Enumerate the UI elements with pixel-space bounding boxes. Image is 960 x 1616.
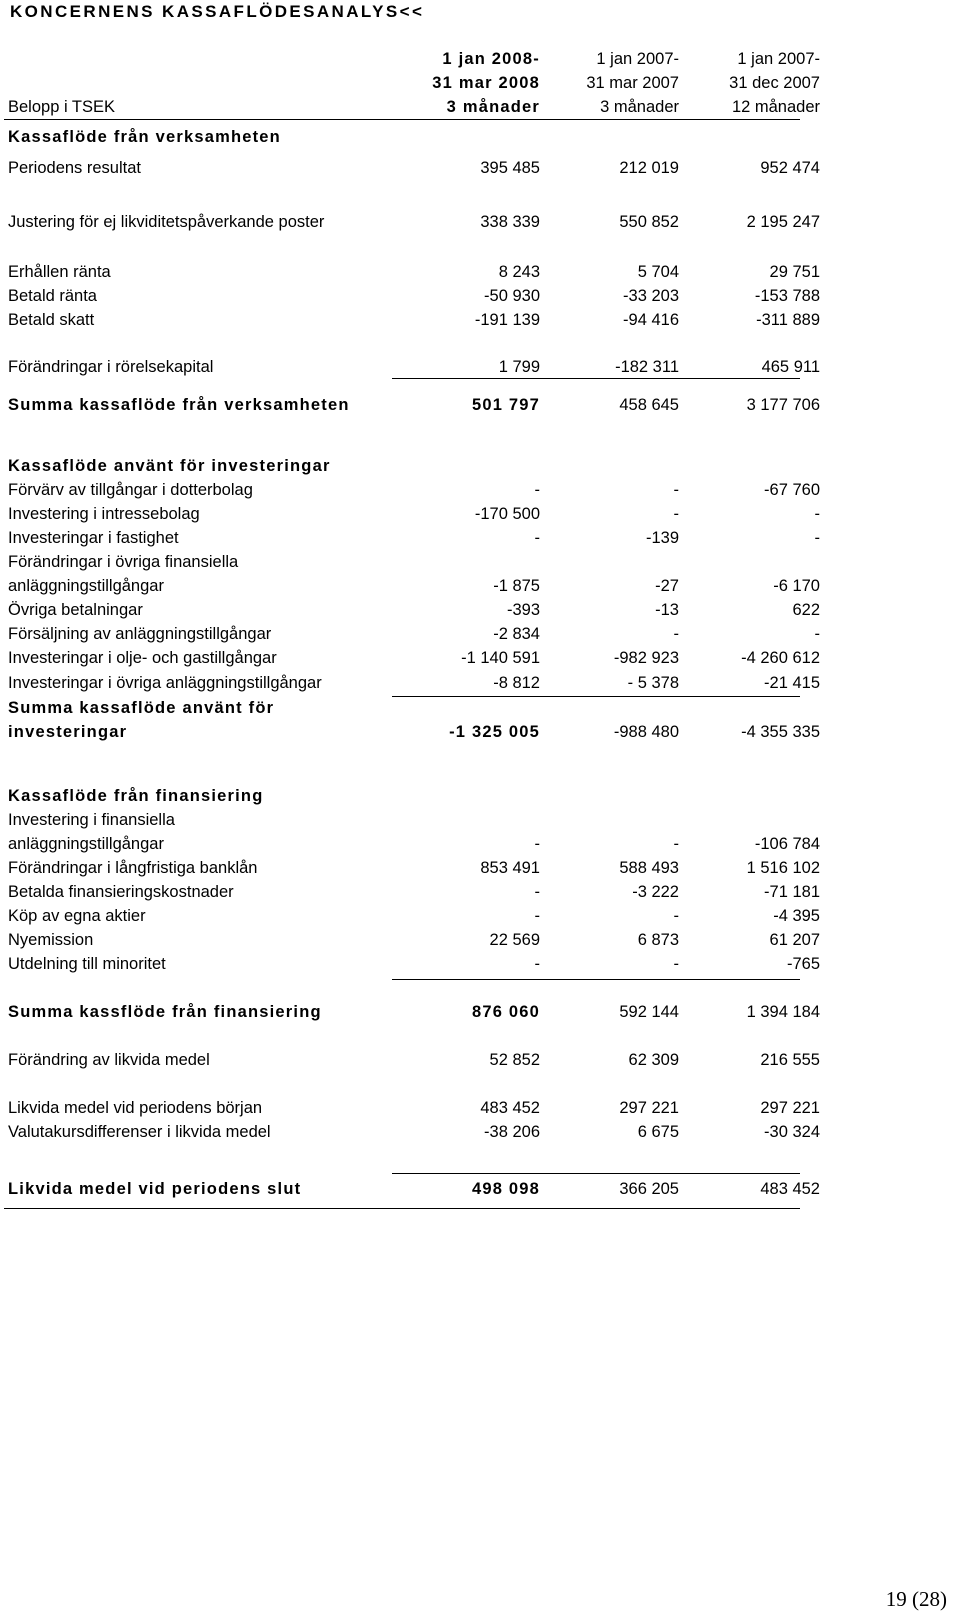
header-rule <box>4 119 800 120</box>
row-value-col1: - <box>534 955 540 973</box>
row-value-col1: 498 098 <box>471 1180 540 1198</box>
row-value-col1: 853 491 <box>480 859 540 877</box>
row-value-col3: 2 195 247 <box>746 213 820 231</box>
col3-header-duration: 12 månader <box>731 98 820 116</box>
row-label: Investering i finansiella <box>8 811 175 829</box>
row-value-col2: -3 222 <box>632 883 679 901</box>
row-label: investeringar <box>8 723 128 741</box>
row-value-col2: -13 <box>655 601 679 619</box>
unit-label: Belopp i TSEK <box>8 98 116 116</box>
row-value-col2: 592 144 <box>619 1003 679 1021</box>
row-value-col1: 876 060 <box>471 1003 540 1021</box>
row-label: Förvärv av tillgångar i dotterbolag <box>8 481 253 499</box>
row-value-col3: 622 <box>792 601 820 619</box>
row-label: Periodens resultat <box>8 159 141 177</box>
row-value-col1: 22 569 <box>489 931 540 949</box>
row-label: Summa kassaflöde från verksamheten <box>8 396 350 414</box>
row-label: Kassaflöde från finansiering <box>8 787 264 805</box>
row-label: Betalda finansieringskostnader <box>8 883 234 901</box>
row-label: Summa kassflöde från finansiering <box>8 1003 322 1021</box>
row-value-col1: 1 799 <box>498 358 540 376</box>
row-value-col2: - <box>673 907 679 925</box>
row-value-col1: - <box>534 529 540 547</box>
row-label: Övriga betalningar <box>8 601 143 619</box>
row-value-col1: -191 139 <box>474 311 540 329</box>
row-value-col3: -106 784 <box>754 835 820 853</box>
row-value-col3: -30 324 <box>764 1123 820 1141</box>
row-value-col3: 483 452 <box>760 1180 820 1198</box>
row-value-col1: - <box>534 835 540 853</box>
row-value-col3: 29 751 <box>769 263 820 281</box>
row-label: Likvida medel vid periodens början <box>8 1099 263 1117</box>
row-value-col2: 458 645 <box>619 396 679 414</box>
row-value-col3: -765 <box>786 955 820 973</box>
row-value-col2: 6 873 <box>637 931 679 949</box>
row-label: Förändringar i övriga finansiella <box>8 553 239 571</box>
row-value-col1: - <box>534 907 540 925</box>
col1-header-duration: 3 månader <box>446 98 540 116</box>
row-label: Förändringar i långfristiga banklån <box>8 859 258 877</box>
row-value-col1: -38 206 <box>484 1123 540 1141</box>
row-label: Investeringar i olje- och gastillgångar <box>8 649 277 667</box>
row-value-col3: -21 415 <box>764 674 820 692</box>
rule-operating-subtotal <box>392 378 800 379</box>
col1-header-start: 1 jan 2008- <box>442 50 540 68</box>
row-label: Köp av egna aktier <box>8 907 146 925</box>
row-value-col1: - <box>534 883 540 901</box>
row-value-col2: -33 203 <box>623 287 679 305</box>
row-value-col1: 483 452 <box>480 1099 540 1117</box>
row-value-col1: -2 834 <box>493 625 540 643</box>
row-value-col3: 3 177 706 <box>746 396 820 414</box>
col1-header-end: 31 mar 2008 <box>432 74 540 92</box>
row-value-col3: -311 889 <box>756 311 820 329</box>
row-value-col1: -50 930 <box>484 287 540 305</box>
row-value-col3: -67 760 <box>764 481 820 499</box>
row-value-col3: -4 355 335 <box>741 723 820 741</box>
row-label: Valutakursdifferenser i likvida medel <box>8 1123 271 1141</box>
row-value-col3: 216 555 <box>760 1051 820 1069</box>
col3-header-end: 31 dec 2007 <box>729 74 820 92</box>
page-number: 19 (28) <box>885 1587 947 1611</box>
row-value-col3: - <box>814 529 820 547</box>
col2-header-duration: 3 månader <box>600 98 679 116</box>
row-value-col3: 1 516 102 <box>746 859 820 877</box>
row-label: Försäljning av anläggningstillgångar <box>8 625 272 643</box>
row-value-col1: - <box>534 481 540 499</box>
row-label: Utdelning till minoritet <box>8 955 166 973</box>
row-value-col1: 395 485 <box>480 159 540 177</box>
row-value-col1: -393 <box>506 601 540 619</box>
row-label: Justering för ej likviditetspåverkande poster <box>8 213 325 231</box>
row-value-col3: -4 395 <box>773 907 820 925</box>
row-label: Investeringar i fastighet <box>8 529 179 547</box>
rule-closing-bottom <box>4 1208 800 1209</box>
row-value-col3: - <box>814 625 820 643</box>
row-value-col1: 501 797 <box>471 396 540 414</box>
row-value-col3: -6 170 <box>773 577 820 595</box>
row-label: Erhållen ränta <box>8 263 111 281</box>
row-value-col1: -1 875 <box>493 577 540 595</box>
row-value-col2: - <box>673 835 679 853</box>
rule-investing-subtotal <box>392 696 800 697</box>
row-value-col1: -1 140 591 <box>461 649 540 667</box>
col3-header-start: 1 jan 2007- <box>737 50 820 68</box>
row-value-col2: -94 416 <box>623 311 679 329</box>
row-value-col2: - <box>673 481 679 499</box>
row-value-col1: 52 852 <box>489 1051 540 1069</box>
row-value-col1: -1 325 005 <box>449 723 540 741</box>
rule-financing-subtotal <box>392 979 800 980</box>
row-label: Förändringar i rörelsekapital <box>8 358 214 376</box>
row-value-col2: 5 704 <box>637 263 679 281</box>
row-value-col1: 338 339 <box>480 213 540 231</box>
row-value-col1: -170 500 <box>474 505 540 523</box>
row-label: Betald skatt <box>8 311 95 329</box>
row-label: Likvida medel vid periodens slut <box>8 1180 302 1198</box>
page-title: KONCERNENS KASSAFLÖDESANALYS<< <box>10 2 425 21</box>
row-value-col2: 6 675 <box>637 1123 679 1141</box>
row-value-col3: -153 788 <box>754 287 820 305</box>
row-value-col3: 952 474 <box>760 159 820 177</box>
row-value-col2: 588 493 <box>619 859 679 877</box>
row-value-col2: -139 <box>645 529 679 547</box>
row-value-col2: -982 923 <box>613 649 679 667</box>
row-value-col3: -4 260 612 <box>741 649 820 667</box>
row-label: Investering i intressebolag <box>8 505 200 523</box>
row-value-col3: -71 181 <box>764 883 820 901</box>
row-label: Betald ränta <box>8 287 97 305</box>
row-value-col2: - <box>673 505 679 523</box>
row-label: Summa kassaflöde använt för <box>8 699 275 717</box>
row-value-col3: 61 207 <box>769 931 820 949</box>
row-value-col2: 297 221 <box>619 1099 679 1117</box>
row-value-col2: -988 480 <box>613 723 679 741</box>
row-value-col2: 550 852 <box>619 213 679 231</box>
row-value-col1: 8 243 <box>498 263 540 281</box>
col2-header-end: 31 mar 2007 <box>586 74 679 92</box>
row-label: anläggningstillgångar <box>8 577 164 595</box>
row-value-col2: 62 309 <box>628 1051 679 1069</box>
row-value-col3: 1 394 184 <box>746 1003 820 1021</box>
row-label: Förändring av likvida medel <box>8 1051 210 1069</box>
row-value-col2: 366 205 <box>619 1180 679 1198</box>
row-value-col3: 465 911 <box>761 358 820 376</box>
row-value-col2: -27 <box>655 577 679 595</box>
rule-closing-top <box>392 1173 800 1174</box>
row-label: Nyemission <box>8 931 94 949</box>
row-value-col2: - <box>673 955 679 973</box>
row-label: anläggningstillgångar <box>8 835 164 853</box>
row-value-col1: -8 812 <box>493 674 540 692</box>
row-value-col2: 212 019 <box>619 159 679 177</box>
row-value-col2: -182 311 <box>615 358 679 376</box>
col2-header-start: 1 jan 2007- <box>596 50 679 68</box>
row-value-col3: 297 221 <box>760 1099 820 1117</box>
row-label: Kassaflöde använt för investeringar <box>8 457 331 475</box>
row-value-col2: - <box>673 625 679 643</box>
row-value-col2: - 5 378 <box>627 674 679 692</box>
row-value-col3: - <box>814 505 820 523</box>
row-label: Investeringar i övriga anläggningstillgångar <box>8 674 322 692</box>
row-label: Kassaflöde från verksamheten <box>8 128 281 146</box>
